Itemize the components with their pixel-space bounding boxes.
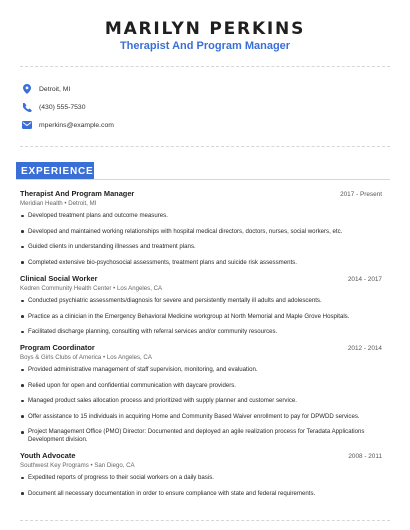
envelope-icon (22, 120, 32, 130)
separator-dot: • (64, 200, 67, 207)
job-bullet: Conducted psychiatric assessments/diagnosis for severe and persistently mentally ill adults and adolescents. (20, 297, 382, 305)
job-bullet: Expedited reports of progress to their social workers on a daily basis. (20, 474, 382, 482)
job-bullet: Managed product sales allocation process and prioritized with supply planner and customer service. (20, 397, 382, 405)
job-org: Meridian Health (20, 200, 63, 207)
job-org-line (20, 462, 382, 471)
job-entry (20, 343, 382, 444)
job-title: Clinical Social Worker (20, 274, 98, 283)
separator-dot: • (113, 285, 116, 292)
job-bullet: Guided clients in understanding illnesses and treatment plans. (20, 243, 382, 251)
location-pin-icon (22, 84, 32, 94)
job-entry (20, 189, 382, 266)
job-bullet: Developed treatment plans and outcome measures. (20, 212, 382, 220)
job-dates: 2014 - 2017 (347, 276, 382, 283)
job-org-line (20, 200, 382, 209)
job-entry (20, 451, 382, 497)
job-bullets (20, 212, 382, 266)
job-org: Kedren Community Health Center (20, 285, 112, 292)
contact-phone (22, 100, 85, 114)
job-location: San Diego, CA (94, 462, 135, 469)
job-bullets (20, 474, 382, 497)
job-bullets (20, 366, 382, 444)
job-bullet: Offer assistance to 15 individuals in acquiring Home and Community Based Waiver enrollment to pay for DPWDD services. (20, 413, 382, 421)
job-org: Southwest Key Programs (20, 462, 89, 469)
job-dates: 2017 - Present (340, 191, 382, 198)
job-bullet: Document all necessary documentation in order to ensure compliance with state and federal requirements. (20, 490, 382, 498)
job-bullet: Practice as a clinician in the Emergency Behavioral Medicine workgroup at North Memorial and Maple Grove Hospitals. (20, 313, 382, 321)
job-title: Therapist And Program Manager (20, 189, 135, 198)
location-text: Detroit, MI (39, 85, 71, 93)
job-location: Los Angeles, CA (106, 354, 152, 361)
job-org-line (20, 285, 382, 294)
job-org-line (20, 354, 382, 363)
job-bullet: Project Management Office (PMO) Director: Documented and deployed an agile realization process for Teradata Applications Development division. (20, 428, 382, 443)
job-bullets (20, 297, 382, 336)
job-location: Detroit, MI (68, 200, 97, 207)
job-location: Los Angeles, CA (117, 285, 163, 292)
job-bullet: Developed and maintained working relationships with hospital medical directors, doctors, nurses, social workers, etc. (20, 228, 382, 236)
phone-icon (22, 102, 32, 112)
resume-role: Therapist And Program Manager (119, 40, 291, 52)
job-bullet: Relied upon for open and confidential communication with daycare providers. (20, 382, 382, 390)
resume-name: MARILYN PERKINS (104, 19, 306, 39)
phone-text: (430) 555-7530 (39, 103, 86, 111)
experience-section-heading: EXPERIENCE (16, 162, 94, 180)
section-underline (16, 179, 390, 180)
job-title: Program Coordinator (20, 343, 95, 352)
contact-location (22, 82, 70, 96)
separator-dot: • (90, 462, 93, 469)
contact-divider (20, 146, 390, 147)
job-dates: 2012 - 2014 (347, 345, 382, 352)
job-bullet: Provided administrative management of staff supervision, monitoring, and evaluation. (20, 366, 382, 374)
email-text: mperkins@example.com (39, 121, 114, 129)
job-dates: 2008 - 2011 (348, 453, 382, 460)
top-divider (20, 66, 390, 67)
job-entry (20, 274, 382, 336)
job-title: Youth Advocate (20, 451, 76, 460)
job-org: Boys & Girls Clubs of America (20, 354, 102, 361)
bottom-divider (20, 520, 390, 521)
separator-dot: • (102, 354, 106, 361)
job-bullet: Completed extensive bio-psychosocial assessments, treatment plans and suicide risk assessments. (20, 259, 382, 267)
contact-email (22, 118, 114, 132)
job-bullet: Facilitated discharge planning, consulting with referral services and/or community resources. (20, 328, 382, 336)
